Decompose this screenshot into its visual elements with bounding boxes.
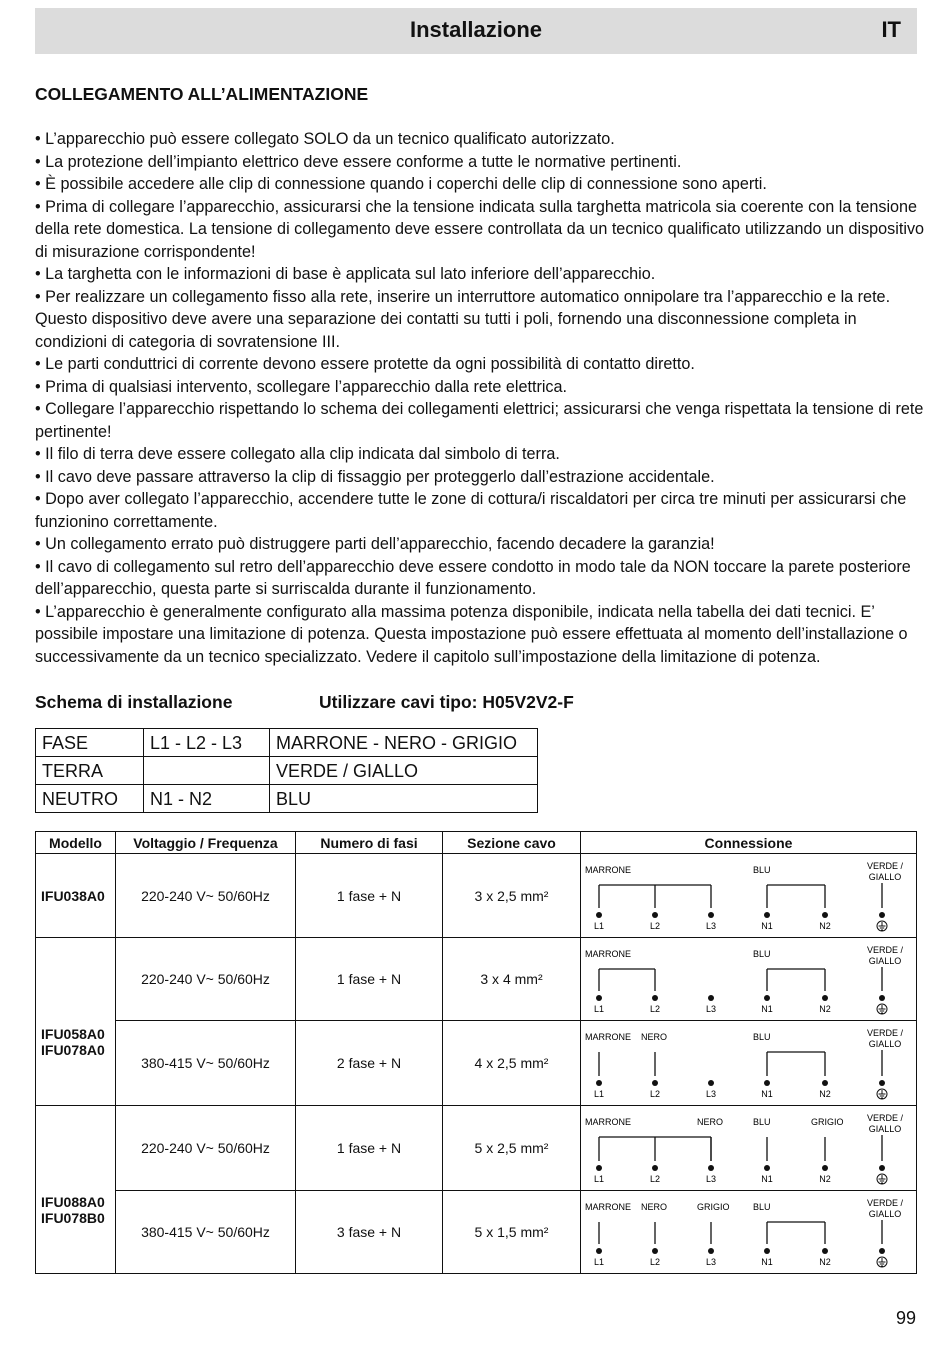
page-number: 99 <box>895 1308 916 1328</box>
terminal-dot <box>596 1248 602 1254</box>
wire-label: MARRONE <box>585 1116 632 1127</box>
wire-label: NERO <box>697 1116 724 1127</box>
terminal-dot <box>652 995 658 1001</box>
terminal-dot <box>596 995 602 1001</box>
terminal-label: L3 <box>705 1173 717 1184</box>
page-header <box>35 8 917 54</box>
terminal-label: L1 <box>593 1173 605 1184</box>
terminal-dot <box>708 1080 714 1086</box>
wire-label: NERO <box>641 1031 668 1042</box>
terminal-label: L3 <box>705 1003 717 1014</box>
section-cell: 4 x 2,5 mm² <box>443 1021 581 1106</box>
wire-label: BLU <box>753 948 771 959</box>
terminal-dot <box>652 1080 658 1086</box>
terminal-label: N2 <box>819 1256 831 1267</box>
terminal-label: N2 <box>819 920 831 931</box>
model-code: IFU078B0 <box>41 1209 105 1226</box>
voltage-cell: 380-415 V~ 50/60Hz <box>116 1021 296 1106</box>
table-cell: NEUTRO <box>36 785 144 813</box>
terminal-dot <box>879 912 885 918</box>
terminal-label: L2 <box>649 1003 661 1014</box>
terminal-label: N1 <box>761 1088 773 1099</box>
connection-cell <box>581 1106 917 1191</box>
earth-icon <box>877 1004 887 1014</box>
table-row <box>36 938 917 1021</box>
model-connection-table <box>35 831 917 1274</box>
instruction-item: • Le parti conduttrici di corrente devono essere protette da ogni possibilità di contatto diretto. <box>35 355 695 373</box>
terminal-label: N2 <box>819 1173 831 1184</box>
voltage-cell: 220-240 V~ 50/60Hz <box>116 854 296 938</box>
section-cell: 3 x 4 mm² <box>443 938 581 1021</box>
wire-label: MARRONE <box>585 1031 632 1042</box>
terminal-dot <box>708 1248 714 1254</box>
terminal-label: N1 <box>761 1173 773 1184</box>
terminal-dot <box>764 995 770 1001</box>
terminal-dot <box>822 1248 828 1254</box>
wire-label: BLU <box>753 1201 771 1212</box>
svg-text:GIALLO: GIALLO <box>868 1038 902 1049</box>
earth-icon <box>877 1089 887 1099</box>
terminal-dot <box>596 912 602 918</box>
svg-text:GIALLO: GIALLO <box>868 955 902 966</box>
wire-label <box>867 1113 904 1134</box>
connection-cell <box>581 1191 917 1274</box>
terminal-label: L3 <box>705 1088 717 1099</box>
table-row <box>36 729 538 757</box>
instructions-list <box>35 128 925 668</box>
connection-cell <box>581 1021 917 1106</box>
instruction-item: • È possibile accedere alle clip di connessione quando i coperchi delle clip di connessione sono aperti. <box>35 175 767 193</box>
earth-icon <box>877 921 887 931</box>
model-cell <box>36 938 116 1106</box>
phases-cell: 1 fase + N <box>296 1106 443 1191</box>
header-voltage: Voltaggio / Frequenza <box>116 832 296 854</box>
table-row <box>36 1106 917 1191</box>
table-cell: N1 - N2 <box>144 785 270 813</box>
model-code: IFU058A0 <box>41 1025 105 1042</box>
terminal-label: L3 <box>705 1256 717 1267</box>
voltage-cell: 220-240 V~ 50/60Hz <box>116 1106 296 1191</box>
phases-cell: 1 fase + N <box>296 938 443 1021</box>
connection-diagram <box>581 1192 916 1273</box>
wire-label <box>867 861 904 882</box>
terminal-label: L1 <box>593 1256 605 1267</box>
terminal-dot <box>708 1165 714 1171</box>
terminal-dot <box>764 1165 770 1171</box>
terminal-dot <box>652 1165 658 1171</box>
schema-title: Schema di installazione <box>35 692 233 712</box>
svg-text:VERDE /: VERDE / <box>866 860 904 871</box>
instruction-item: • Per realizzare un collegamento fisso alla rete, inserire un interruttore automatico onnipolare tra l’apparecchio e la rete. Questo dispositivo deve avere una separazione dei contatti su tutti i poli, fornendo una disconnessione completa in condizioni di categoria di sovratensione III. <box>35 287 891 351</box>
terminal-dot <box>708 995 714 1001</box>
schema-heading <box>35 692 574 713</box>
model-cell <box>36 1106 116 1274</box>
table-cell: MARRONE - NERO - GRIGIO <box>270 729 538 757</box>
header-phases: Numero di fasi <box>296 832 443 854</box>
table-cell: FASE <box>36 729 144 757</box>
terminal-dot <box>652 1248 658 1254</box>
terminal-label: L1 <box>593 920 605 931</box>
section-cell: 3 x 2,5 mm² <box>443 854 581 938</box>
model-cell <box>36 854 116 938</box>
table-row <box>36 757 538 785</box>
wire-label: NERO <box>641 1201 668 1212</box>
voltage-cell: 220-240 V~ 50/60Hz <box>116 938 296 1021</box>
section-cell: 5 x 2,5 mm² <box>443 1106 581 1191</box>
terminal-label: L1 <box>593 1003 605 1014</box>
wire-label <box>867 1198 904 1219</box>
header-section: Sezione cavo <box>443 832 581 854</box>
terminal-label: N1 <box>761 1003 773 1014</box>
instruction-item: • Prima di collegare l’apparecchio, assicurarsi che la tensione indicata sulla targhetta matricola sia coerente con la tensione della rete domestica. La tensione di collegamento deve essere controllata da un tecnico qualificato utilizzando un dispositivo di misurazione corrispondente! <box>35 197 925 261</box>
terminal-label: L2 <box>649 920 661 931</box>
terminal-label: N1 <box>761 920 773 931</box>
voltage-cell: 380-415 V~ 50/60Hz <box>116 1191 296 1274</box>
terminal-dot <box>879 1248 885 1254</box>
terminal-label: L3 <box>705 920 717 931</box>
instruction-item: • Il cavo deve passare attraverso la clip di fissaggio per proteggerlo dall’estrazione accidentale. <box>35 467 715 486</box>
table-cell: BLU <box>270 785 538 813</box>
terminal-dot <box>596 1165 602 1171</box>
model-code: IFU078A0 <box>41 1041 105 1058</box>
svg-text:GIALLO: GIALLO <box>868 1123 902 1134</box>
instruction-item: • L’apparecchio è generalmente configurato alla massima potenza disponibile, indicata nella tabella dei dati tecnici. E’ possibile impostare una limitazione di potenza. Questa impostazione può essere effettuata al momento dell’installazione o successivamente da un tecnico specializzato. Vedere il capitolo sull’impostazione della limitazione di potenza. <box>35 602 908 666</box>
earth-icon <box>877 1174 887 1184</box>
language-code: IT <box>881 17 901 42</box>
table-header-row <box>36 832 917 854</box>
table-cell: TERRA <box>36 757 144 785</box>
table-cell: L1 - L2 - L3 <box>144 729 270 757</box>
cable-type: Utilizzare cavi tipo: H05V2V2-F <box>319 692 574 712</box>
table-cell <box>144 757 270 785</box>
svg-text:VERDE /: VERDE / <box>866 1197 904 1208</box>
connection-diagram <box>581 939 916 1020</box>
svg-text:VERDE /: VERDE / <box>866 1112 904 1123</box>
svg-text:GIALLO: GIALLO <box>868 871 902 882</box>
table-row <box>36 1191 917 1274</box>
wire-label: BLU <box>753 864 771 875</box>
terminal-dot <box>822 1080 828 1086</box>
wire-label: BLU <box>753 1031 771 1042</box>
connection-diagram <box>581 1022 916 1105</box>
terminal-label: N1 <box>761 1256 773 1267</box>
instruction-item: • Il filo di terra deve essere collegato alla clip indicata dal simbolo di terra. <box>35 445 560 463</box>
instruction-item: • Dopo aver collegato l’apparecchio, accendere tutte le zone di cottura/i riscaldatori per circa tre minuti per assicurarsi che funzionino correttamente. <box>35 490 907 531</box>
header-connection: Connessione <box>581 832 917 854</box>
instruction-item: • Collegare l’apparecchio rispettando lo schema dei collegamenti elettrici; assicurarsi che venga rispettata la tensione di rete pertinente! <box>35 400 924 441</box>
terminal-dot <box>764 1248 770 1254</box>
terminal-dot <box>879 995 885 1001</box>
wire-label: GRIGIO <box>697 1201 730 1212</box>
terminal-dot <box>764 912 770 918</box>
wire-label: MARRONE <box>585 864 632 875</box>
instruction-item: • La targhetta con le informazioni di base è applicata sul lato inferiore dell’apparecchio. <box>35 265 656 283</box>
wire-label <box>867 945 904 966</box>
model-code: IFU088A0 <box>41 1193 105 1210</box>
phases-cell: 1 fase + N <box>296 854 443 938</box>
terminal-label: N2 <box>819 1088 831 1099</box>
wire-color-table <box>35 728 538 813</box>
terminal-dot <box>822 1165 828 1171</box>
terminal-dot <box>708 912 714 918</box>
terminal-dot <box>822 995 828 1001</box>
section-heading: COLLEGAMENTO ALL’ALIMENTAZIONE <box>35 84 369 104</box>
table-row <box>36 1021 917 1106</box>
terminal-dot <box>652 912 658 918</box>
table-row <box>36 785 538 813</box>
instruction-item: • Un collegamento errato può distruggere parti dell’apparecchio, facendo decadere la garanzia! <box>35 535 715 553</box>
terminal-dot <box>822 912 828 918</box>
instruction-item: • La protezione dell’impianto elettrico deve essere conforme a tutte le normative pertinenti. <box>35 152 682 171</box>
terminal-label: L2 <box>649 1173 661 1184</box>
svg-text:VERDE /: VERDE / <box>866 1027 904 1038</box>
svg-text:VERDE /: VERDE / <box>866 944 904 955</box>
terminal-label: L2 <box>649 1088 661 1099</box>
wire-label: BLU <box>753 1116 771 1127</box>
earth-icon <box>877 1257 887 1267</box>
page-title: Installazione <box>409 17 543 42</box>
terminal-label: L1 <box>593 1088 605 1099</box>
terminal-dot <box>764 1080 770 1086</box>
wire-label: GRIGIO <box>811 1116 844 1127</box>
wire-label: MARRONE <box>585 948 632 959</box>
svg-text:GIALLO: GIALLO <box>868 1208 902 1219</box>
connection-diagram <box>581 855 916 937</box>
instruction-item: • L’apparecchio può essere collegato SOLO da un tecnico qualificato autorizzato. <box>35 130 615 148</box>
table-row <box>36 854 917 938</box>
connection-diagram <box>581 1107 916 1190</box>
connection-cell <box>581 938 917 1021</box>
terminal-label: N2 <box>819 1003 831 1014</box>
connection-cell <box>581 854 917 938</box>
instruction-item: • Prima di qualsiasi intervento, scollegare l’apparecchio dalla rete elettrica. <box>35 377 568 396</box>
terminal-dot <box>596 1080 602 1086</box>
phases-cell: 3 fase + N <box>296 1191 443 1274</box>
terminal-dot <box>879 1165 885 1171</box>
section-cell: 5 x 1,5 mm² <box>443 1191 581 1274</box>
wire-label: MARRONE <box>585 1201 632 1212</box>
table-cell: VERDE / GIALLO <box>270 757 538 785</box>
terminal-label: L2 <box>649 1256 661 1267</box>
header-model: Modello <box>36 832 116 854</box>
phases-cell: 2 fase + N <box>296 1021 443 1106</box>
terminal-dot <box>879 1080 885 1086</box>
wire-label <box>867 1028 904 1049</box>
instruction-item: • Il cavo di collegamento sul retro dell’apparecchio deve essere condotto in modo tale da NON toccare la parete posteriore dell’apparecchio, questa parte si surriscalda durante il funzionamento. <box>35 557 911 598</box>
model-code: IFU038A0 <box>41 887 105 904</box>
